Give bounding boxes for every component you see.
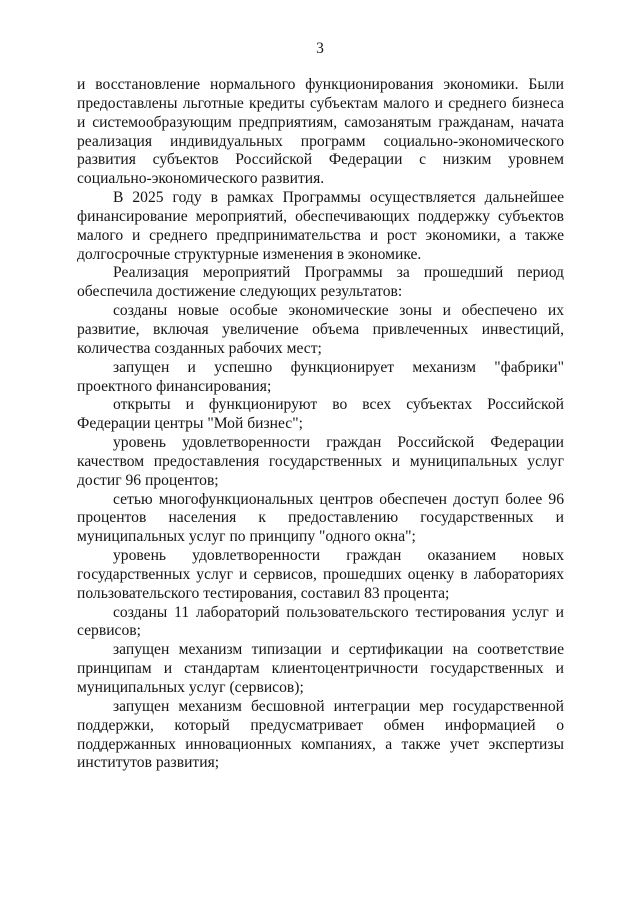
list-item-mfc-access: сетью многофункциональных центров обеспечен доступ более 96 процентов населения к предоставлению государственных и муниципальных услуг по принципу "одного окна"; xyxy=(77,490,564,546)
list-item-project-factory: запущен и успешно функционирует механизм "фабрики" проектного финансирования; xyxy=(77,358,564,395)
paragraph-continuation: и восстановление нормального функционирования экономики. Были предоставлены льготные кредиты субъектам малого и среднего бизнеса и системообразующим предприятиям, самозанятым гражданам, начата реализация индивидуальных программ социально-экономического развития субъектов Российской Федерации с низким уровнем социально-экономического развития. xyxy=(77,76,564,188)
list-item-certification-mechanism: запущен механизм типизации и сертификации на соответствие принципам и стандартам клиентоцентричности государственных и муниципальных услуг (сервисов); xyxy=(77,641,564,696)
paragraph-results-intro: Реализация мероприятий Программы за прошедший период обеспечила достижение следующих результатов: xyxy=(77,264,564,301)
list-item-satisfaction-level: уровень удовлетворенности граждан Российской Федерации качеством предоставления государственных и муниципальных услуг достиг 96 процентов; xyxy=(77,434,564,489)
list-item-testing-labs: созданы 11 лабораторий пользовательского тестирования услуг и сервисов; xyxy=(77,603,564,640)
page-number: 3 xyxy=(316,40,324,57)
list-item-new-services-satisfaction: уровень удовлетворенности граждан оказанием новых государственных услуг и сервисов, прошедших оценку в лабораториях пользовательского тестирования, составил 83 процента; xyxy=(77,547,564,602)
list-item-seamless-integration: запущен механизм бесшовной интеграции мер государственной поддержки, который предусматривает обмен информацией о поддержанных инновационных компаниях, а также учет экспертизы институтов развития; xyxy=(77,697,564,772)
paragraph-2025-program: В 2025 году в рамках Программы осуществляется дальнейшее финансирование мероприятий, обеспечивающих поддержку субъектов малого и среднего предпринимательства и рост экономики, а также долгосрочные структурные изменения в экономике. xyxy=(77,189,564,263)
list-item-my-business-centers: открыты и функционируют во всех субъектах Российской Федерации центры "Мой бизнес"; xyxy=(77,396,564,433)
list-item-economic-zones: созданы новые особые экономические зоны и обеспечено их развитие, включая увеличение объема привлеченных инвестиций, количества созданных рабочих мест; xyxy=(77,302,564,357)
document-body xyxy=(77,76,564,773)
